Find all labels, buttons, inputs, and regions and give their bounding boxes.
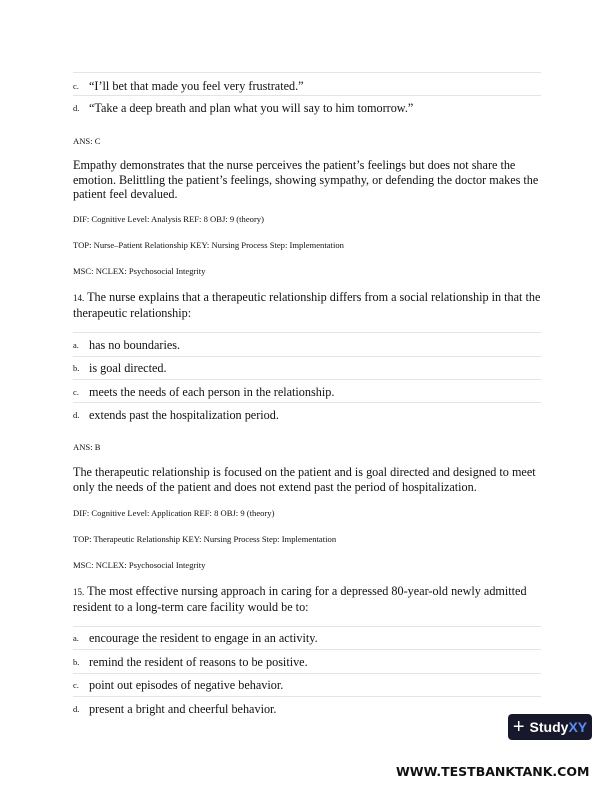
q14-msc: MSC: NCLEX: Psychosocial Integrity (73, 560, 206, 570)
q13-option-d (73, 101, 413, 116)
q14-option-c (73, 385, 334, 400)
footer-url: WWW.TESTBANKTANK.COM (396, 764, 590, 779)
option-text: “I’ll bet that made you feel very frustrated.” (89, 79, 304, 93)
option-letter: a. (73, 340, 79, 350)
option-text: is goal directed. (89, 361, 167, 375)
q13-rationale: Empathy demonstrates that the nurse perceives the patient’s feelings but does not share the emotion. Belittling the patient’s feelings, showing sympathy, or defending the doctor makes the patient feel devalued. (73, 158, 539, 201)
studyxy-badge[interactable] (508, 714, 592, 740)
option-letter: d. (73, 410, 80, 420)
option-letter: c. (73, 680, 79, 690)
option-text: extends past the hospitalization period. (89, 408, 279, 422)
q14-stem (73, 290, 541, 320)
q14-option-b (73, 361, 167, 376)
option-letter: d. (73, 704, 80, 714)
q14-option-a (73, 338, 180, 353)
q13-topic: TOP: Nurse–Patient Relationship KEY: Nursing Process Step: Implementation (73, 240, 344, 250)
divider (73, 379, 541, 380)
q15-option-c (73, 678, 283, 693)
q13-difficulty: DIF: Cognitive Level: Analysis REF: 8 OBJ: 9 (theory) (73, 214, 264, 224)
q15-option-a (73, 631, 318, 646)
option-text: has no boundaries. (89, 338, 181, 352)
option-letter: b. (73, 657, 80, 667)
q14-rationale: The therapeutic relationship is focused on the patient and is goal directed and designed to meet only the needs of the patient and does not extend past the period of hospitalization. (73, 465, 536, 494)
question-number: 15. (73, 587, 85, 597)
option-text: “Take a deep breath and plan what you will say to him tomorrow.” (89, 101, 414, 115)
q13-msc: MSC: NCLEX: Psychosocial Integrity (73, 266, 206, 276)
divider (73, 673, 541, 674)
divider (73, 649, 541, 650)
badge-prefix: Study (529, 719, 569, 735)
divider (73, 696, 541, 697)
option-letter: c. (73, 387, 79, 397)
badge-suffix: XY (568, 719, 588, 735)
option-text: encourage the resident to engage in an activity. (89, 631, 318, 645)
q14-topic: TOP: Therapeutic Relationship KEY: Nursing Process Step: Implementation (73, 534, 337, 544)
q15-option-d (73, 702, 276, 717)
divider (73, 332, 541, 333)
question-text: The nurse explains that a therapeutic relationship differs from a social relationship in that the therapeutic relationship: (73, 290, 541, 320)
q14-difficulty: DIF: Cognitive Level: Application REF: 8 OBJ: 9 (theory) (73, 508, 275, 518)
divider (73, 356, 541, 357)
q14-answer: ANS: B (73, 442, 101, 452)
plus-icon: + (512, 716, 525, 738)
q14-option-d (73, 408, 279, 423)
q13-answer: ANS: C (73, 136, 101, 146)
question-number: 14. (73, 293, 85, 303)
option-text: meets the needs of each person in the relationship. (89, 385, 335, 399)
q15-option-b (73, 655, 308, 670)
q13-option-c (73, 79, 304, 94)
option-text: remind the resident of reasons to be positive. (89, 655, 308, 669)
question-text: The most effective nursing approach in caring for a depressed 80-year-old newly admitted resident to a long-term care facility would be to: (73, 584, 527, 614)
option-text: point out episodes of negative behavior. (89, 678, 284, 692)
divider (73, 402, 541, 403)
q15-stem (73, 584, 541, 614)
divider (73, 95, 541, 96)
divider (73, 72, 541, 73)
option-text: present a bright and cheerful behavior. (89, 702, 277, 716)
divider (73, 626, 541, 627)
option-letter: d. (73, 103, 80, 113)
option-letter: b. (73, 363, 80, 373)
option-letter: a. (73, 633, 79, 643)
option-letter: c. (73, 81, 79, 91)
